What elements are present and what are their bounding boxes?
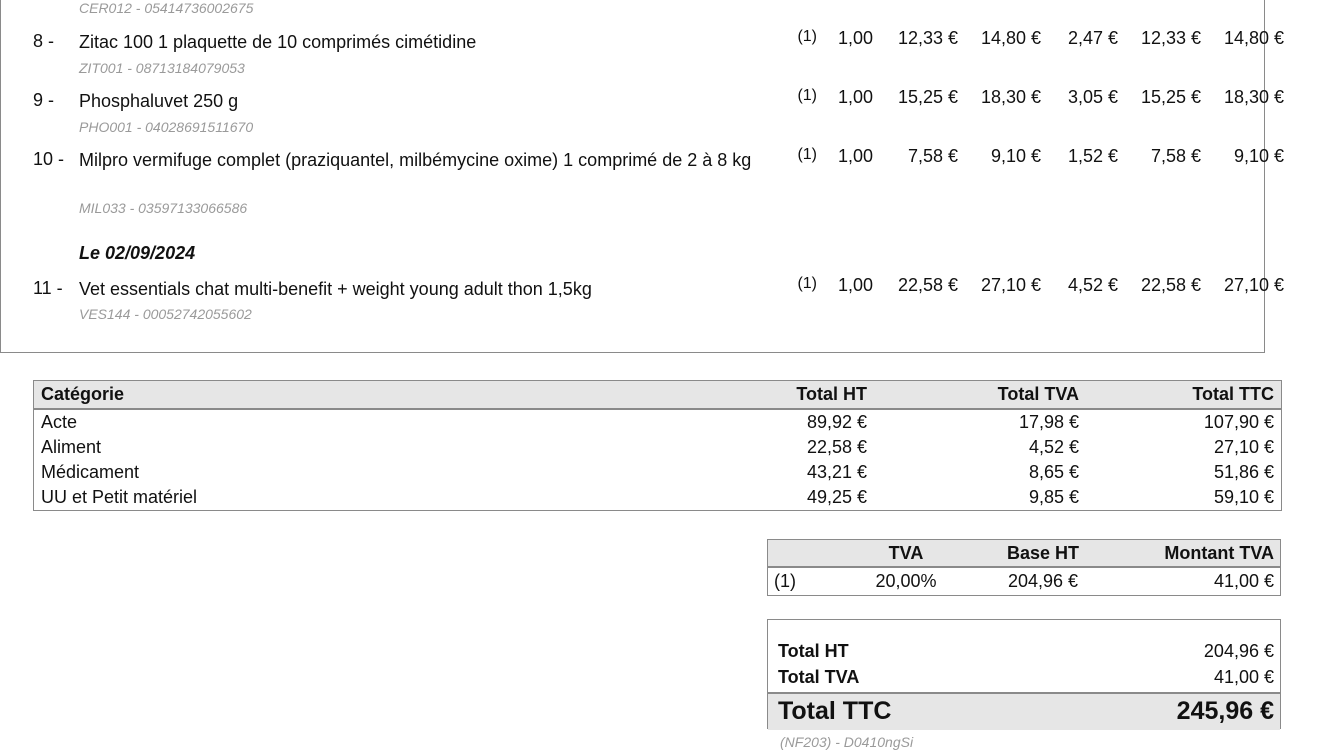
category-name: Aliment: [41, 437, 102, 457]
item-tva-amt: 3,05 €: [1067, 87, 1118, 107]
category-ht: 89,92 €: [806, 412, 867, 432]
item-qty: 1,00: [837, 275, 873, 295]
vat-breakdown-table: [767, 539, 1281, 596]
total-ht-label: Total HT: [778, 641, 849, 661]
table-row: [768, 567, 1281, 596]
header-vat-ref: [768, 540, 841, 568]
total-tva-label: Total TVA: [778, 667, 860, 687]
category-ht: 43,21 €: [806, 462, 867, 482]
item-pu-ttc: 27,10 €: [980, 275, 1041, 295]
item-tot-ttc: 18,30 €: [1223, 87, 1284, 107]
item-description: Phosphaluvet 250 g: [79, 91, 239, 111]
category-ttc: 27,10 €: [1213, 437, 1274, 457]
item-pu-ttc: 9,10 €: [990, 146, 1041, 166]
item-pu-ttc: 14,80 €: [980, 28, 1041, 48]
item-tot-ht: 15,25 €: [1140, 87, 1201, 107]
item-tva: (1): [797, 28, 817, 45]
header-total-tva: Total TVA: [874, 381, 1086, 410]
item-pu-ht: 12,33 €: [897, 28, 958, 48]
total-tva-value: 41,00 €: [1213, 667, 1274, 687]
category-ttc: 107,90 €: [1203, 412, 1274, 432]
vat-rate: 20,00%: [875, 571, 937, 591]
category-tva: 9,85 €: [1028, 487, 1079, 507]
item-code: VES144 - 00052742055602: [79, 306, 252, 322]
category-ttc: 51,86 €: [1213, 462, 1274, 482]
item-code: ZIT001 - 08713184079053: [79, 60, 245, 76]
item-qty: 1,00: [837, 146, 873, 166]
item-number: 11 -: [33, 278, 63, 298]
item-code: PHO001 - 04028691511670: [79, 119, 254, 135]
category-name: Médicament: [41, 462, 140, 482]
category-tva: 17,98 €: [1018, 412, 1079, 432]
header-category: Catégorie: [34, 381, 749, 410]
vat-base-ht: 204,96 €: [1007, 571, 1079, 591]
vat-header-row: [768, 540, 1281, 568]
item-tva: (1): [797, 146, 817, 163]
header-vat-rate: TVA: [840, 540, 972, 568]
vat-amount: 41,00 €: [1213, 571, 1274, 591]
item-tva: (1): [797, 275, 817, 292]
item-description: Vet essentials chat multi-benefit + weight young adult thon 1,5kg: [79, 279, 592, 299]
category-summary-table: [33, 380, 1282, 511]
table-row: [34, 460, 1282, 485]
item-pu-ht: 7,58 €: [907, 146, 958, 166]
total-ttc-value: 245,96 €: [1176, 697, 1274, 725]
total-ttc-band: [768, 692, 1280, 730]
item-number: 10 -: [33, 149, 65, 169]
category-ttc: 59,10 €: [1213, 487, 1274, 507]
item-description: Zitac 100 1 plaquette de 10 comprimés cimétidine: [79, 32, 477, 52]
item-tot-ttc: 27,10 €: [1223, 275, 1284, 295]
header-total-ht: Total HT: [748, 381, 874, 410]
item-tot-ht: 12,33 €: [1140, 28, 1201, 48]
item-tva: (1): [797, 87, 817, 104]
category-header-row: [34, 381, 1282, 410]
total-ht-value: 204,96 €: [1203, 641, 1274, 661]
footer-reference-code: (NF203) - D0410ngSi: [780, 734, 914, 750]
item-tot-ttc: 14,80 €: [1223, 28, 1284, 48]
header-total-ttc: Total TTC: [1086, 381, 1282, 410]
category-tva: 8,65 €: [1028, 462, 1079, 482]
category-ht: 49,25 €: [806, 487, 867, 507]
category-name: Acte: [41, 412, 78, 432]
totals-box: [767, 619, 1281, 729]
header-base-ht: Base HT: [972, 540, 1114, 568]
item-number: 9 -: [33, 90, 55, 110]
category-ht: 22,58 €: [806, 437, 867, 457]
item-qty: 1,00: [837, 87, 873, 107]
item-tva-amt: 1,52 €: [1067, 146, 1118, 166]
item-number: 8 -: [33, 31, 55, 51]
item-tva-amt: 2,47 €: [1067, 28, 1118, 48]
item-pu-ht: 22,58 €: [897, 275, 958, 295]
item-pu-ttc: 18,30 €: [980, 87, 1041, 107]
item-description: Milpro vermifuge complet (praziquantel, milbémycine oxime) 1 comprimé de 2 à 8 kg: [79, 150, 752, 170]
table-row: [34, 485, 1282, 511]
vat-ref: (1): [774, 571, 796, 591]
table-row: [34, 409, 1282, 435]
item-qty: 1,00: [837, 28, 873, 48]
category-tva: 4,52 €: [1028, 437, 1079, 457]
total-ttc-label: Total TTC: [778, 697, 892, 725]
item-pu-ht: 15,25 €: [897, 87, 958, 107]
header-vat-amount: Montant TVA: [1114, 540, 1281, 568]
item-code: CER012 - 05414736002675: [79, 0, 254, 16]
date-separator: Le 02/09/2024: [79, 243, 196, 263]
category-name: UU et Petit matériel: [41, 487, 198, 507]
item-tot-ht: 22,58 €: [1140, 275, 1201, 295]
item-code: MIL033 - 03597133066586: [79, 200, 248, 216]
table-row: [34, 435, 1282, 460]
item-tot-ttc: 9,10 €: [1233, 146, 1284, 166]
item-tot-ht: 7,58 €: [1150, 146, 1201, 166]
item-tva-amt: 4,52 €: [1067, 275, 1118, 295]
